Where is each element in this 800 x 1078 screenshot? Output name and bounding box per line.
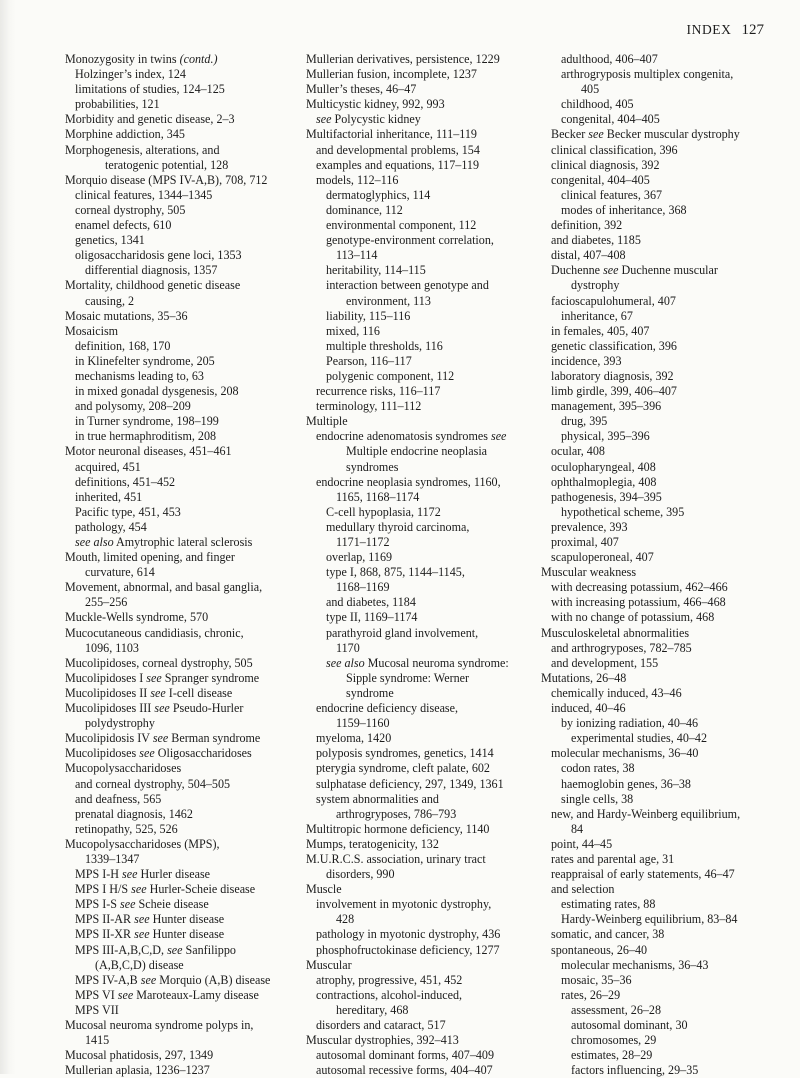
index-subentry: interaction between genotype and: [326, 278, 489, 293]
index-subentry: terminology, 111–112: [316, 399, 422, 414]
index-subentry: environment, 113: [346, 293, 431, 308]
index-subentry: heritability, 114–115: [326, 263, 426, 278]
index-subentry: estimates, 28–29: [571, 1048, 653, 1063]
index-subentry: teratogenic potential, 128: [105, 157, 229, 172]
index-subentry: involvement in myotonic dystrophy,: [316, 897, 492, 912]
index-subentry: system abnormalities and: [316, 791, 439, 806]
index-column-2: [306, 52, 532, 1078]
index-subentry: dermatoglyphics, 114: [326, 187, 431, 202]
index-subentry: oligosaccharidosis gene loci, 1353: [75, 248, 242, 263]
index-subentry: 113–114: [336, 248, 378, 263]
index-subentry: environmental component, 112: [326, 218, 477, 233]
index-subentry: 1339–1347: [85, 851, 140, 866]
index-subentry: see Polycystic kidney: [316, 112, 421, 127]
index-subentry: see also Amytrophic lateral sclerosis: [75, 535, 253, 549]
running-head: [687, 22, 765, 39]
index-subentry: mechanisms leading to, 63: [75, 368, 204, 383]
index-subentry: 1159–1160: [336, 716, 390, 731]
index-subentry: in true hermaphroditism, 208: [75, 429, 217, 444]
index-subentry: liability, 115–116: [326, 308, 411, 323]
index-subentry: management, 395–396: [551, 399, 662, 414]
index-main-entry: Mucosal neuroma syndrome polyps in,: [65, 1018, 254, 1032]
index-subentry: hereditary, 468: [336, 1002, 409, 1017]
index-subentry: and polysomy, 208–209: [75, 399, 191, 414]
index-subentry: 428: [336, 912, 355, 927]
index-subentry: endocrine adenomatosis syndromes see: [316, 429, 507, 444]
index-subentry: physical, 395–396: [561, 429, 650, 444]
index-main-entry: Monozygosity in twins (contd.): [65, 52, 218, 66]
index-column-3: [541, 52, 771, 1078]
index-subentry: 1415: [85, 1033, 110, 1048]
index-subentry: autosomal dominant forms, 407–409: [316, 1048, 495, 1063]
index-subentry: 84: [571, 821, 584, 836]
index-subentry: examples and equations, 117–119: [316, 157, 480, 172]
index-subentry: hypothetical scheme, 395: [561, 504, 685, 519]
index-main-entry: Movement, abnormal, and basal ganglia,: [65, 580, 263, 595]
index-subentry: Duchenne see Duchenne muscular: [551, 263, 718, 278]
index-subentry: polygenic component, 112: [326, 368, 455, 383]
index-main-entry: Mumps, teratogenicity, 132: [306, 836, 439, 851]
index-main-entry: Muscular dystrophies, 392–413: [306, 1033, 459, 1048]
index-subentry: disorders and cataract, 517: [316, 1018, 446, 1032]
index-subentry: codon rates, 38: [561, 761, 635, 776]
index-subentry: ophthalmoplegia, 408: [551, 474, 657, 489]
index-subentry: see also Mucosal neuroma syndrome:: [326, 655, 509, 670]
index-subentry: new, and Hardy-Weinberg equilibrium,: [551, 806, 741, 821]
index-subentry: MPS I H/S see Hurler-Scheie disease: [75, 882, 256, 897]
index-subentry: MPS II-AR see Hunter disease: [75, 912, 225, 927]
index-main-entry: Muller’s theses, 46–47: [306, 82, 417, 97]
index-subentry: C-cell hypoplasia, 1172: [326, 504, 441, 519]
index-subentry: drug, 395: [561, 414, 608, 429]
index-main-entry: Mucopolysaccharidoses (MPS),: [65, 836, 220, 851]
index-subentry: scapuloperoneal, 407: [551, 550, 654, 565]
index-subentry: type II, 1169–1174: [326, 610, 418, 625]
index-main-entry: Motor neuronal diseases, 451–461: [65, 444, 232, 459]
index-subentry: somatic, and cancer, 38: [551, 927, 665, 942]
index-subentry: multiple thresholds, 116: [326, 338, 443, 353]
index-subentry: in females, 405, 407: [551, 323, 650, 338]
index-subentry: 405: [581, 82, 600, 97]
index-subentry: polydystrophy: [85, 716, 155, 731]
section-title: INDEX: [686, 22, 732, 37]
index-subentry: limb girdle, 399, 406–407: [551, 384, 677, 399]
index-subentry: 1171–1172: [336, 535, 390, 549]
index-subentry: myeloma, 1420: [316, 731, 392, 746]
index-subentry: and selection: [551, 882, 615, 897]
index-subentry: clinical features, 367: [561, 187, 663, 202]
index-subentry: genetics, 1341: [75, 233, 145, 248]
index-subentry: MPS IV-A,B see Morquio (A,B) disease: [75, 972, 271, 987]
index-subentry: polyposis syndromes, genetics, 1414: [316, 746, 494, 761]
index-main-entry: Mucolipidoses, corneal dystrophy, 505: [65, 655, 253, 670]
index-subentry: atrophy, progressive, 451, 452: [316, 972, 463, 987]
index-main-entry: Mucolipidoses see Oligosaccharidoses: [65, 746, 252, 761]
index-subentry: in Turner syndrome, 198–199: [75, 414, 219, 429]
index-subentry: by ionizing radiation, 40–46: [561, 716, 699, 731]
index-main-entry: M.U.R.C.S. association, urinary tract: [306, 851, 486, 866]
index-subentry: proximal, 407: [551, 535, 619, 549]
index-subentry: and developmental problems, 154: [316, 142, 480, 157]
index-subentry: autosomal dominant, 30: [571, 1018, 688, 1032]
index-subentry: and deafness, 565: [75, 791, 162, 806]
index-subentry: point, 44–45: [551, 836, 613, 851]
index-main-entry: Muscular: [306, 957, 352, 972]
index-subentry: molecular mechanisms, 36–43: [561, 957, 709, 972]
index-subentry: medullary thyroid carcinoma,: [326, 519, 470, 534]
index-subentry: reappraisal of early statements, 46–47: [551, 867, 735, 882]
index-subentry: prevalence, 393: [551, 519, 628, 534]
index-subentry: recurrence risks, 116–117: [316, 384, 441, 399]
index-subentry: MPS III-A,B,C,D, see Sanfilippo: [75, 942, 236, 957]
index-subentry: definition, 392: [551, 218, 623, 233]
index-subentry: 255–256: [85, 595, 128, 610]
index-subentry: genotype-environment correlation,: [326, 233, 494, 248]
index-main-entry: Multifactorial inheritance, 111–119: [306, 127, 477, 142]
index-subentry: experimental studies, 40–42: [571, 731, 708, 746]
index-subentry: chromosomes, 29: [571, 1033, 657, 1048]
index-main-entry: Morphine addiction, 345: [65, 127, 185, 142]
index-main-entry: Musculoskeletal abnormalities: [541, 625, 690, 640]
page-number: 127: [741, 22, 764, 38]
index-main-entry: Mortality, childhood genetic disease: [65, 278, 241, 293]
index-subentry: laboratory diagnosis, 392: [551, 368, 674, 383]
index-main-entry: Mucosal phatidosis, 297, 1349: [65, 1048, 214, 1063]
index-subentry: arthrogryposes, 786–793: [336, 806, 457, 821]
index-subentry: incidence, 393: [551, 353, 622, 368]
index-main-entry: Mullerian derivatives, persistence, 1229: [306, 52, 500, 66]
index-subentry: facioscapulohumeral, 407: [551, 293, 676, 308]
index-subentry: with decreasing potassium, 462–466: [551, 580, 728, 595]
index-subentry: (A,B,C,D) disease: [95, 957, 184, 972]
index-subentry: pathology in myotonic dystrophy, 436: [316, 927, 501, 942]
index-main-entry: Mullerian fusion, incomplete, 1237: [306, 67, 477, 82]
index-subentry: prenatal diagnosis, 1462: [75, 806, 193, 821]
index-main-entry: Mosaicism: [65, 323, 119, 338]
index-main-entry: Mucocutaneous candidiasis, chronic,: [65, 625, 244, 640]
index-subentry: enamel defects, 610: [75, 218, 172, 233]
index-subentry: causing, 2: [85, 293, 135, 308]
index-subentry: factors influencing, 29–35: [571, 1063, 699, 1078]
index-subentry: MPS I-H see Hurler disease: [75, 867, 211, 882]
index-subentry: dominance, 112: [326, 202, 403, 217]
index-subentry: differential diagnosis, 1357: [85, 263, 218, 278]
index-subentry: mosaic, 35–36: [561, 972, 632, 987]
index-subentry: inheritance, 67: [561, 308, 633, 323]
index-subentry: genetic classification, 396: [551, 338, 677, 353]
index-subentry: syndrome: [346, 685, 394, 700]
index-subentry: dystrophy: [571, 278, 620, 293]
index-subentry: limitations of studies, 124–125: [75, 82, 225, 97]
index-subentry: pathogenesis, 394–395: [551, 489, 662, 504]
index-subentry: 1168–1169: [336, 580, 390, 595]
index-subentry: molecular mechanisms, 36–40: [551, 746, 699, 761]
index-subentry: Pacific type, 451, 453: [75, 504, 181, 519]
index-subentry: chemically induced, 43–46: [551, 685, 682, 700]
index-main-entry: Multitropic hormone deficiency, 1140: [306, 821, 490, 836]
index-subentry: clinical classification, 396: [551, 142, 678, 157]
index-subentry: congenital, 404–405: [561, 112, 660, 127]
book-gutter-shadow: [0, 0, 16, 1074]
index-main-entry: Multicystic kidney, 992, 993: [306, 97, 445, 112]
index-subentry: sulphatase deficiency, 297, 1349, 1361: [316, 776, 504, 791]
index-subentry: retinopathy, 525, 526: [75, 821, 178, 836]
index-subentry: modes of inheritance, 368: [561, 202, 687, 217]
index-subentry: endocrine neoplasia syndromes, 1160,: [316, 474, 501, 489]
index-main-entry: Morbidity and genetic disease, 2–3: [65, 112, 235, 127]
index-subentry: MPS II-XR see Hunter disease: [75, 927, 225, 942]
index-subentry: congenital, 404–405: [551, 172, 650, 187]
index-subentry: rates, 26–29: [561, 987, 621, 1002]
index-main-entry: Mucolipidosis IV see Berman syndrome: [65, 731, 261, 746]
index-main-entry: Muscle: [306, 882, 342, 897]
index-subentry: and development, 155: [551, 655, 659, 670]
index-main-entry: Multiple: [306, 414, 348, 429]
index-subentry: single cells, 38: [561, 791, 634, 806]
index-subentry: Holzinger’s index, 124: [75, 67, 186, 82]
index-subentry: in mixed gonadal dysgenesis, 208: [75, 384, 239, 399]
index-subentry: endocrine deficiency disease,: [316, 701, 459, 716]
index-subentry: haemoglobin genes, 36–38: [561, 776, 691, 791]
index-main-entry: Mouth, limited opening, and finger: [65, 550, 235, 565]
index-subentry: induced, 40–46: [551, 701, 626, 716]
index-subentry: clinical diagnosis, 392: [551, 157, 660, 172]
index-subentry: probabilities, 121: [75, 97, 160, 112]
index-subentry: 1170: [336, 640, 360, 655]
index-subentry: oculopharyngeal, 408: [551, 459, 656, 474]
index-subentry: Sipple syndrome: Werner: [346, 670, 470, 685]
index-subentry: syndromes: [346, 459, 399, 474]
index-main-entry: Mucopolysaccharidoses: [65, 761, 182, 776]
index-main-entry: Mullerian aplasia, 1236–1237: [65, 1063, 210, 1078]
index-main-entry: Mucolipidoses II see I-cell disease: [65, 685, 233, 700]
index-subentry: curvature, 614: [85, 565, 155, 580]
index-main-entry: Morquio disease (MPS IV-A,B), 708, 712: [65, 172, 268, 187]
index-subentry: estimating rates, 88: [561, 897, 656, 912]
index-subentry: and diabetes, 1185: [551, 233, 641, 248]
index-subentry: distal, 407–408: [551, 248, 626, 263]
index-subentry: spontaneous, 26–40: [551, 942, 648, 957]
index-subentry: 1096, 1103: [85, 640, 139, 655]
index-subentry: arthrogryposis multiplex congenita,: [561, 67, 734, 82]
index-main-entry: Mucolipidoses III see Pseudo-Hurler: [65, 701, 244, 716]
index-subentry: and arthrogryposes, 782–785: [551, 640, 692, 655]
index-subentry: autosomal recessive forms, 404–407: [316, 1063, 493, 1078]
index-subentry: parathyroid gland involvement,: [326, 625, 479, 640]
index-subentry: mixed, 116: [326, 323, 380, 338]
index-subentry: Becker see Becker muscular dystrophy: [551, 127, 740, 142]
index-subentry: MPS VII: [75, 1002, 119, 1017]
index-main-entry: Morphogenesis, alterations, and: [65, 142, 220, 157]
index-subentry: corneal dystrophy, 505: [75, 202, 186, 217]
index-subentry: and corneal dystrophy, 504–505: [75, 776, 231, 791]
index-subentry: ocular, 408: [551, 444, 605, 459]
index-subentry: childhood, 405: [561, 97, 634, 112]
index-subentry: Pearson, 116–117: [326, 353, 412, 368]
index-subentry: contractions, alcohol-induced,: [316, 987, 463, 1002]
index-subentry: models, 112–116: [316, 172, 399, 187]
index-subentry: Multiple endocrine neoplasia: [346, 444, 488, 459]
index-subentry: pathology, 454: [75, 519, 147, 534]
index-subentry: 1165, 1168–1174: [336, 489, 420, 504]
index-subentry: acquired, 451: [75, 459, 141, 474]
index-main-entry: Muscular weakness: [541, 565, 637, 580]
index-column-1: [65, 52, 297, 1078]
index-main-entry: Mucolipidoses I see Spranger syndrome: [65, 670, 260, 685]
index-subentry: MPS I-S see Scheie disease: [75, 897, 209, 912]
index-subentry: with no change of potassium, 468: [551, 610, 715, 625]
index-subentry: with increasing potassium, 466–468: [551, 595, 726, 610]
index-subentry: assessment, 26–28: [571, 1002, 662, 1017]
index-subentry: pterygia syndrome, cleft palate, 602: [316, 761, 490, 776]
index-subentry: type I, 868, 875, 1144–1145,: [326, 565, 465, 580]
index-subentry: in Klinefelter syndrome, 205: [75, 353, 215, 368]
index-main-entry: Muckle-Wells syndrome, 570: [65, 610, 209, 625]
index-subentry: phosphofructokinase deficiency, 1277: [316, 942, 500, 957]
index-subentry: definitions, 451–452: [75, 474, 176, 489]
index-subentry: rates and parental age, 31: [551, 851, 675, 866]
index-subentry: definition, 168, 170: [75, 338, 171, 353]
index-subentry: MPS VI see Maroteaux-Lamy disease: [75, 987, 259, 1002]
index-subentry: clinical features, 1344–1345: [75, 187, 213, 202]
index-subentry: Hardy-Weinberg equilibrium, 83–84: [561, 912, 738, 927]
index-subentry: disorders, 990: [326, 867, 395, 882]
index-main-entry: Mosaic mutations, 35–36: [65, 308, 188, 323]
index-subentry: overlap, 1169: [326, 550, 393, 565]
index-subentry: adulthood, 406–407: [561, 52, 658, 66]
index-subentry: and diabetes, 1184: [326, 595, 416, 610]
index-subentry: inherited, 451: [75, 489, 143, 504]
index-main-entry: Mutations, 26–48: [541, 670, 627, 685]
